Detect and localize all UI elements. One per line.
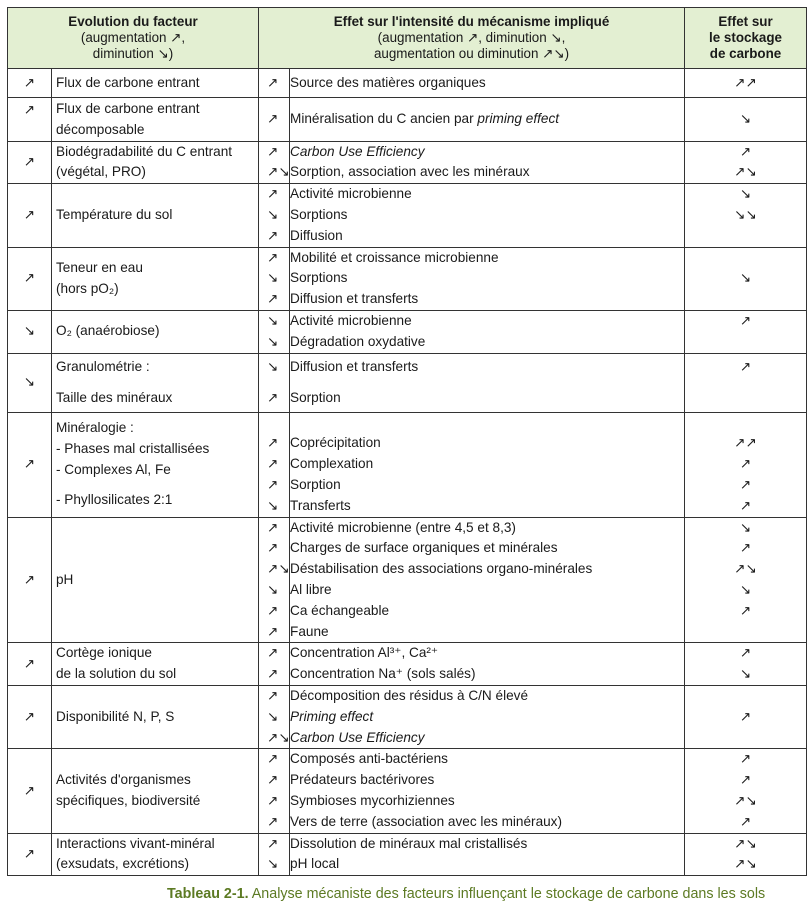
- factor-cell: [52, 412, 259, 517]
- mechanism-label: Concentration Al³⁺, Ca²⁺: [290, 645, 439, 661]
- table-row: [8, 247, 807, 310]
- mechanism-arrow: [267, 378, 289, 388]
- carbon-storage-effect: ↗: [739, 751, 752, 767]
- mechanism-arrow-cell: [259, 310, 290, 353]
- mechanism-arrow-cell: [259, 141, 290, 184]
- mechanism-label: Complexation: [290, 456, 374, 472]
- mechanism-cell: [290, 833, 685, 876]
- factor-cell: [52, 184, 259, 247]
- carbon-storage-effect: ↗↘: [734, 792, 757, 808]
- carbon-storage-effect: [685, 226, 806, 247]
- mechanism-label: Transferts: [290, 497, 351, 513]
- mechanism-label: Décomposition des résidus à C/N élevé: [290, 687, 529, 703]
- mechanism-label: Concentration Na⁺ (sols salés): [290, 666, 476, 682]
- factor-cell: [52, 643, 259, 686]
- mechanism-arrow: ↘: [267, 856, 279, 872]
- carbon-storage-effect: [685, 728, 806, 749]
- carbon-storage-effect: [685, 622, 806, 643]
- carbon-storage-effect: ↗: [739, 645, 752, 661]
- carbon-storage-effect: [685, 289, 806, 310]
- mechanism-label: Coprécipitation: [290, 435, 381, 451]
- factor-label: [56, 480, 258, 490]
- carbon-storage-effect: ↘: [739, 581, 752, 597]
- table-row: [8, 69, 807, 98]
- carbon-storage-effect: ↗: [739, 476, 752, 492]
- header-col2-sub: augmentation ou diminution ↗↘): [373, 46, 570, 61]
- factor-label: Flux de carbone entrant: [56, 74, 200, 90]
- factor-label: O₂ (anaérobiose): [56, 323, 160, 339]
- carbon-storage-effect: ↗↘: [734, 856, 757, 872]
- mechanism-arrow-cell: [259, 98, 290, 142]
- factor-label: de la solution du sol: [56, 666, 177, 682]
- factor-label: pH: [56, 571, 74, 587]
- factor-trend-arrow: ↗: [8, 184, 52, 247]
- carbon-storage-effect: ↗: [739, 772, 752, 788]
- mechanism-label: Sorption: [290, 389, 341, 405]
- factor-cell: [52, 517, 259, 643]
- mechanism-label: Symbioses mycorhiziennes: [290, 792, 455, 808]
- carbon-storage-effect: ↗: [739, 358, 752, 374]
- mechanism-arrow: ↗↘: [267, 729, 290, 745]
- mechanism-arrow: ↗: [267, 110, 279, 126]
- table-row: [8, 685, 807, 748]
- table-caption: [167, 886, 765, 902]
- mechanism-label: Carbon Use Efficiency: [290, 729, 425, 745]
- factor-label: [56, 378, 258, 388]
- factor-trend-arrow: ↗: [8, 98, 52, 142]
- header-col2-sub: (augmentation ↗, diminution ↘,: [377, 30, 566, 45]
- mechanism-label: Carbon Use Efficiency: [290, 143, 425, 159]
- factor-label: Température du sol: [56, 206, 173, 222]
- mechanism-arrow: ↘: [267, 206, 279, 222]
- mechanism-label: Activité microbienne (entre 4,5 et 8,3): [290, 519, 516, 535]
- factor-trend-arrow: ↘: [8, 353, 52, 412]
- mechanism-arrow-cell: [259, 184, 290, 247]
- carbon-storage-cell: [685, 310, 807, 353]
- caption-text: Analyse mécaniste des facteurs influençant le stockage de carbone dans les sols: [248, 886, 766, 902]
- mechanism-label: Faune: [290, 623, 329, 639]
- factor-cell: [52, 310, 259, 353]
- mechanism-arrow: ↗: [267, 291, 279, 307]
- mechanism-arrow: ↘: [267, 333, 279, 349]
- carbon-storage-effect: [685, 248, 806, 269]
- table-row: [8, 833, 807, 876]
- mechanism-arrow: ↗: [267, 249, 279, 265]
- factor-label: décomposable: [56, 121, 145, 137]
- carbon-storage-effect: ↗↘: [734, 561, 757, 577]
- mechanism-arrow-cell: [259, 69, 290, 98]
- mechanism-arrow: ↗: [267, 687, 279, 703]
- mechanism-arrow: ↗: [267, 666, 279, 682]
- mechanism-label: Source des matières organiques: [290, 74, 486, 90]
- carbon-storage-effect: ↗: [739, 312, 752, 328]
- header-col3-title: de carbone: [709, 46, 782, 61]
- table-row: [8, 310, 807, 353]
- mechanism-label-italic: priming effect: [477, 110, 560, 126]
- mechanism-label: Priming effect: [290, 708, 374, 724]
- carbon-storage-cell: [685, 184, 807, 247]
- carbon-storage-effect: ↘: [739, 270, 752, 286]
- carbon-storage-effect: [685, 378, 806, 388]
- mechanism-arrow: ↗: [267, 602, 279, 618]
- mechanism-label: Diffusion et transferts: [290, 291, 419, 307]
- table-row: [8, 412, 807, 517]
- table-row: [8, 98, 807, 142]
- mechanism-label: Dissolution de minéraux mal cristallisés: [290, 835, 528, 851]
- mechanism-cell: [290, 412, 685, 517]
- factor-trend-arrow: ↗: [8, 141, 52, 184]
- carbon-storage-cell: [685, 353, 807, 412]
- carbon-storage-effect: ↗↘: [734, 164, 757, 180]
- carbon-storage-cell: [685, 643, 807, 686]
- mechanism-label: Activité microbienne: [290, 186, 412, 202]
- carbon-storage-effect: [685, 413, 806, 434]
- mechanism-label: Prédateurs bactérivores: [290, 772, 435, 788]
- mechanism-arrow-cell: [259, 643, 290, 686]
- factor-trend-arrow: ↗: [8, 247, 52, 310]
- mechanism-arrow: ↗: [267, 186, 279, 202]
- carbon-storage-cell: [685, 69, 807, 98]
- mechanism-arrow: ↗: [267, 540, 279, 556]
- mechanism-label: Al libre: [290, 581, 332, 597]
- mechanism-label: Déstabilisation des associations organo-minérales: [290, 561, 593, 577]
- carbon-storage-effect: ↗↗: [734, 74, 757, 90]
- factor-label: - Phases mal cristallisées: [56, 440, 210, 456]
- mechanism-arrow: ↗: [267, 835, 279, 851]
- factor-label: spécifiques, biodiversité: [56, 792, 201, 808]
- mechanism-arrow: ↗↘: [267, 164, 290, 180]
- mechanism-cell: [290, 517, 685, 643]
- mechanism-arrow: ↗: [267, 143, 279, 159]
- carbon-storage-cell: [685, 247, 807, 310]
- mechanism-arrow: ↗: [267, 476, 279, 492]
- mechanism-arrow: ↗: [267, 751, 279, 767]
- factor-cell: [52, 749, 259, 833]
- mechanism-label: Sorptions: [290, 270, 348, 286]
- mechanism-cell: [290, 685, 685, 748]
- mechanism-arrow: ↗↘: [267, 561, 290, 577]
- carbon-storage-effect: [685, 332, 806, 353]
- mechanism-cell: [290, 69, 685, 98]
- mechanism-arrow: ↗: [267, 227, 279, 243]
- mechanism-arrow-cell: [259, 749, 290, 833]
- mechanism-cell: [290, 643, 685, 686]
- table-row: [8, 184, 807, 247]
- mechanism-label: Mobilité et croissance microbienne: [290, 249, 499, 265]
- carbon-storage-effect: ↗↗: [734, 435, 757, 451]
- factor-label: Disponibilité N, P, S: [56, 708, 175, 724]
- carbon-storage-cell: [685, 685, 807, 748]
- header-carbon-storage-effect: [685, 8, 807, 69]
- table-row: [8, 749, 807, 833]
- factor-trend-arrow: ↘: [8, 310, 52, 353]
- factor-trend-arrow: ↗: [8, 833, 52, 876]
- mechanism-label: [290, 109, 684, 130]
- mechanism-label: pH local: [290, 856, 340, 872]
- mechanism-label: Dégradation oxydative: [290, 333, 426, 349]
- mechanism-arrow: ↗: [267, 645, 279, 661]
- mechanism-arrow: ↗: [267, 389, 279, 405]
- carbon-storage-effect: ↘: [739, 666, 752, 682]
- factor-label: Cortège ionique: [56, 645, 152, 661]
- mechanism-cell: [290, 98, 685, 142]
- mechanism-cell: [290, 749, 685, 833]
- carbon-storage-cell: [685, 833, 807, 876]
- header-col1-sub: diminution ↘): [92, 46, 174, 61]
- carbon-storage-cell: [685, 141, 807, 184]
- carbon-storage-effect: ↗↘: [734, 835, 757, 851]
- factor-cell: [52, 98, 259, 142]
- mechanism-cell: [290, 184, 685, 247]
- factor-trend-arrow: ↗: [8, 685, 52, 748]
- mechanism-cell: [290, 247, 685, 310]
- table-row: [8, 141, 807, 184]
- mechanism-label: [290, 378, 684, 388]
- factor-trend-arrow: ↗: [8, 643, 52, 686]
- mechanism-label: Diffusion et transferts: [290, 358, 419, 374]
- carbon-storage-effect: ↗: [739, 497, 752, 513]
- mechanism-table: [7, 7, 807, 876]
- mechanism-arrow-cell: [259, 353, 290, 412]
- caption-label: Tableau 2-1.: [167, 886, 249, 902]
- factor-label: (végétal, PRO): [56, 164, 146, 180]
- carbon-storage-cell: [685, 98, 807, 142]
- table-header-row: [8, 8, 807, 69]
- factor-cell: [52, 353, 259, 412]
- mechanism-label: Charges de surface organiques et minérales: [290, 540, 558, 556]
- carbon-storage-effect: ↗: [739, 456, 752, 472]
- carbon-storage-cell: [685, 749, 807, 833]
- header-mechanism-effect: [259, 8, 685, 69]
- header-col3-title: le stockage: [709, 30, 782, 45]
- mechanism-cell: [290, 353, 685, 412]
- factor-trend-arrow: ↗: [8, 69, 52, 98]
- factor-trend-arrow: ↗: [8, 412, 52, 517]
- factor-label: Granulométrie :: [56, 358, 150, 374]
- factor-cell: [52, 833, 259, 876]
- header-col3-title: Effet sur: [718, 14, 773, 29]
- carbon-storage-effect: ↘: [739, 519, 752, 535]
- carbon-storage-effect: ↗: [739, 540, 752, 556]
- mechanism-cell: [290, 310, 685, 353]
- factor-label: (exsudats, excrétions): [56, 856, 189, 872]
- factor-label: Activités d'organismes: [56, 772, 191, 788]
- mechanism-arrow: ↗: [267, 623, 279, 639]
- carbon-storage-cell: [685, 412, 807, 517]
- mechanism-arrow: ↘: [267, 270, 279, 286]
- mechanism-arrow: ↗: [267, 456, 279, 472]
- mechanism-label: Activité microbienne: [290, 312, 412, 328]
- mechanism-arrow: ↘: [267, 358, 279, 374]
- factor-trend-arrow: ↗: [8, 517, 52, 643]
- carbon-storage-effect: ↗: [739, 143, 752, 159]
- factor-label: (hors pO₂): [56, 280, 119, 296]
- mechanism-arrow: [267, 413, 289, 434]
- factor-cell: [52, 247, 259, 310]
- mechanism-label: Composés anti-bactériens: [290, 751, 448, 767]
- factor-cell: [52, 69, 259, 98]
- mechanism-label-text: Minéralisation du C ancien par: [290, 110, 474, 126]
- mechanism-label: Sorption: [290, 476, 341, 492]
- mechanism-label: Diffusion: [290, 227, 343, 243]
- carbon-storage-effect: ↗: [739, 602, 752, 618]
- mechanism-cell: [290, 141, 685, 184]
- mechanism-label: Vers de terre (association avec les minéraux): [290, 813, 563, 829]
- factor-label: Teneur en eau: [56, 259, 143, 275]
- mechanism-arrow-cell: [259, 685, 290, 748]
- factor-cell: [52, 141, 259, 184]
- mechanism-arrow: ↗: [267, 772, 279, 788]
- factor-cell: [52, 685, 259, 748]
- mechanism-arrow-cell: [259, 833, 290, 876]
- table-row: [8, 643, 807, 686]
- mechanism-arrow: ↘: [267, 312, 279, 328]
- factor-label: Flux de carbone entrant: [56, 101, 200, 116]
- header-factor-evolution: [8, 8, 259, 69]
- factor-label: Interactions vivant-minéral: [56, 835, 215, 851]
- factor-label: Minéralogie :: [56, 419, 134, 435]
- carbon-storage-effect: ↗: [739, 813, 752, 829]
- mechanism-label: Sorption, association avec les minéraux: [290, 164, 530, 180]
- carbon-storage-effect: [685, 686, 806, 707]
- header-col1-title: Evolution du facteur: [68, 14, 198, 29]
- mechanism-arrow: ↘: [267, 581, 279, 597]
- mechanism-arrow: ↗: [267, 813, 279, 829]
- factor-label: - Complexes Al, Fe: [56, 461, 171, 477]
- mechanism-arrow: ↘: [267, 708, 279, 724]
- factor-label: Taille des minéraux: [56, 389, 173, 405]
- mechanism-arrow: ↗: [267, 792, 279, 808]
- table-row: [8, 517, 807, 643]
- factor-trend-arrow: ↗: [8, 749, 52, 833]
- mechanism-label: Ca échangeable: [290, 602, 390, 618]
- carbon-storage-effect: [685, 388, 806, 409]
- mechanism-arrow: ↗: [267, 74, 279, 90]
- carbon-storage-effect: ↘: [739, 110, 752, 126]
- mechanism-label: Sorptions: [290, 206, 348, 222]
- mechanism-label: [290, 413, 684, 434]
- mechanism-arrow: ↗: [267, 435, 279, 451]
- mechanism-arrow: ↘: [267, 497, 279, 513]
- carbon-storage-effect: ↗: [739, 708, 752, 724]
- factor-label: Biodégradabilité du C entrant: [56, 143, 233, 159]
- carbon-storage-effect: ↘: [739, 186, 752, 202]
- mechanism-arrow-cell: [259, 247, 290, 310]
- mechanism-arrow-cell: [259, 517, 290, 643]
- header-col1-sub: (augmentation ↗,: [80, 30, 186, 45]
- mechanism-arrow-cell: [259, 412, 290, 517]
- factor-label: - Phyllosilicates 2:1: [56, 492, 173, 508]
- table-row: [8, 353, 807, 412]
- carbon-storage-effect: ↘↘: [734, 206, 757, 222]
- header-col2-title: Effet sur l'intensité du mécanisme impliqué: [333, 14, 610, 29]
- table-body: [8, 69, 807, 876]
- carbon-storage-cell: [685, 517, 807, 643]
- mechanism-arrow: ↗: [267, 519, 279, 535]
